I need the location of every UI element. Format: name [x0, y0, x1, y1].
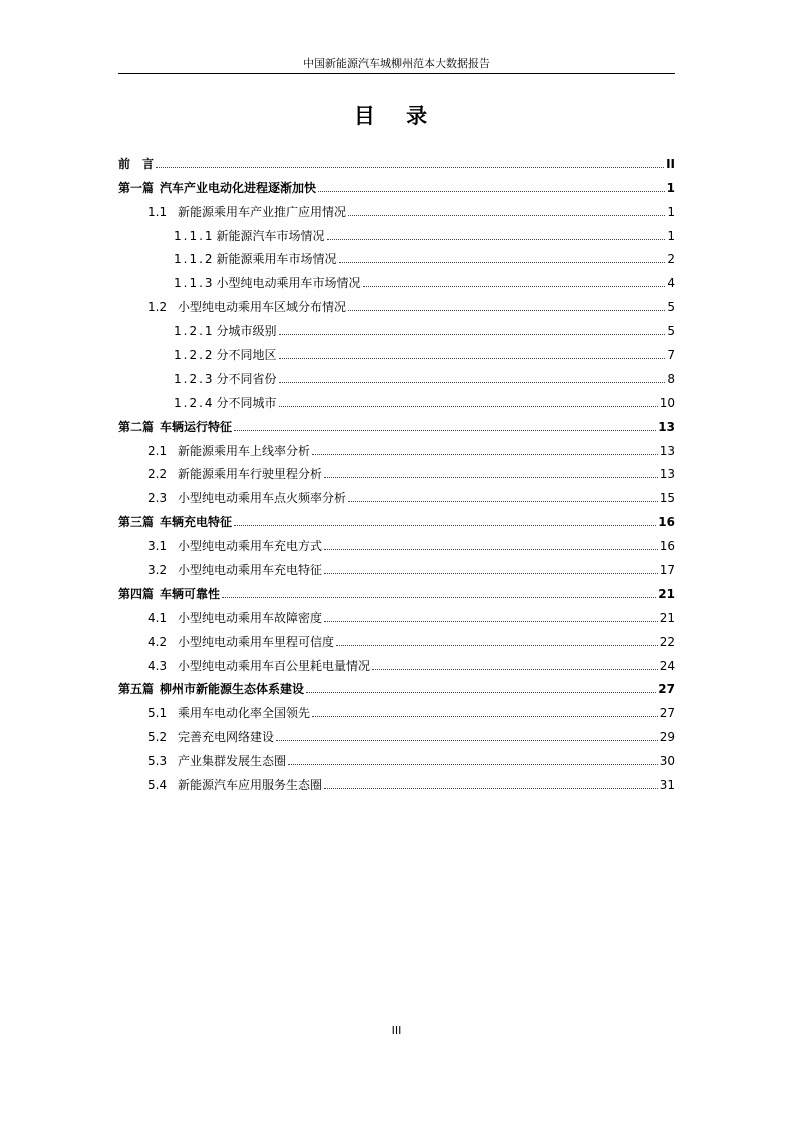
toc-entry-title: 新能源乘用车市场情况 [216, 252, 337, 267]
toc-title: 目 录 [353, 104, 440, 128]
toc-entry-number: 1.1.3 [174, 276, 215, 291]
toc-entry-label [174, 275, 361, 291]
toc-entry-number: 1.1 [148, 204, 168, 219]
toc-entry[interactable] [118, 482, 675, 506]
toc-entry-number: 第二篇 [118, 419, 155, 434]
toc-entry[interactable] [118, 267, 675, 291]
toc-entry-page: 1 [666, 180, 675, 195]
toc-leader-dots [348, 501, 658, 502]
toc-entry-label [148, 538, 322, 554]
toc-entry-number: 3.1 [148, 539, 168, 554]
toc-entry-number: 4.3 [148, 658, 168, 673]
toc-entry-title: 新能源乘用车产业推广应用情况 [178, 204, 347, 219]
toc-entry-title: 小型纯电动乘用车点火频率分析 [178, 491, 347, 506]
toc-entry[interactable] [118, 626, 675, 650]
toc-leader-dots [279, 358, 666, 359]
toc-entry-page: 8 [667, 371, 675, 386]
toc-entry-page: 13 [659, 467, 675, 482]
toc-entry[interactable] [118, 554, 675, 578]
toc-entry-title: 分不同地区 [216, 348, 277, 363]
toc-entry-page: 2 [667, 252, 675, 267]
toc-entry-page: 16 [658, 515, 675, 530]
header-rule [118, 73, 675, 74]
toc-entry[interactable] [118, 506, 675, 530]
toc-entry[interactable] [118, 148, 675, 172]
toc-entry[interactable] [118, 459, 675, 483]
toc-entry-number: 5.2 [148, 730, 168, 745]
toc-entry-label [148, 777, 322, 793]
toc-entry-number: 1.2.1 [174, 324, 215, 339]
toc-entry-page: 31 [659, 778, 675, 793]
toc-entry[interactable] [118, 435, 675, 459]
toc-entry-number: 第三篇 [118, 515, 155, 530]
toc-leader-dots [324, 477, 658, 478]
toc-entry-label [118, 514, 232, 530]
toc-entry[interactable] [118, 196, 675, 220]
toc-entry-page: 17 [659, 563, 675, 578]
toc-entry-title: 完善充电网络建设 [178, 730, 275, 745]
toc-entry-number: 5.4 [148, 778, 168, 793]
toc-leader-dots [318, 191, 665, 192]
toc-entry[interactable] [118, 674, 675, 698]
toc-leader-dots [156, 167, 664, 168]
toc-leader-dots [306, 692, 656, 693]
toc-entry[interactable] [118, 339, 675, 363]
toc-entry-page: 1 [667, 204, 675, 219]
toc-entry-page: 15 [659, 491, 675, 506]
toc-entry-title: 小型纯电动乘用车里程可信度 [178, 634, 335, 649]
toc-entry-title: 新能源汽车市场情况 [216, 228, 325, 243]
toc-entry-label [174, 228, 325, 244]
toc-entry-title: 小型纯电动乘用车市场情况 [216, 276, 361, 291]
toc-entry-page: 10 [659, 395, 675, 410]
toc-entry[interactable] [118, 220, 675, 244]
toc-entry-page: 21 [658, 586, 675, 601]
toc-entry-number: 2.3 [148, 491, 168, 506]
toc-entry-label [148, 610, 322, 626]
toc-leader-dots [234, 430, 656, 431]
toc-entry-title: 车辆可靠性 [160, 586, 221, 601]
toc-entry-label [148, 634, 334, 650]
toc-entry[interactable] [118, 650, 675, 674]
toc-leader-dots [279, 334, 666, 335]
toc-entry-label [148, 443, 310, 459]
toc-entry-title: 新能源乘用车行驶里程分析 [178, 467, 323, 482]
toc-entry-label [174, 395, 277, 411]
toc-entry-page: 5 [667, 300, 675, 315]
toc-entry-label [118, 681, 304, 697]
page-number: III [391, 1024, 402, 1037]
toc-entry-number: 第五篇 [118, 682, 155, 697]
toc-entry-label [148, 299, 346, 315]
toc-leader-dots [363, 286, 666, 287]
toc-entry-number: 5.3 [148, 754, 168, 769]
toc-leader-dots [372, 669, 658, 670]
toc-entry-title: 小型纯电动乘用车故障密度 [178, 610, 323, 625]
running-header: 中国新能源汽车城柳州范本大数据报告 [303, 57, 490, 70]
toc-entry-number: 5.1 [148, 706, 168, 721]
toc-entry-number: 3.2 [148, 563, 168, 578]
toc-entry[interactable] [118, 291, 675, 315]
toc-leader-dots [288, 764, 658, 765]
toc-entry[interactable] [118, 745, 675, 769]
toc-entry-page: 13 [659, 443, 675, 458]
toc-leader-dots [279, 382, 666, 383]
toc-entry-title: 柳州市新能源生态体系建设 [160, 682, 305, 697]
toc-leader-dots [348, 215, 665, 216]
toc-entry-label [148, 562, 322, 578]
toc-entry[interactable] [118, 387, 675, 411]
toc-leader-dots [348, 310, 665, 311]
toc-entry-title: 分不同省份 [216, 371, 277, 386]
toc-entry-number: 1.1.2 [174, 252, 215, 267]
toc-leader-dots [336, 645, 658, 646]
toc-entry-page: 4 [667, 276, 675, 291]
toc-entry-label [174, 323, 277, 339]
toc-leader-dots [339, 262, 666, 263]
toc-entry-title: 产业集群发展生态圈 [178, 754, 287, 769]
toc-leader-dots [279, 406, 658, 407]
toc-entry[interactable] [118, 721, 675, 745]
toc-entry-number: 1.1.1 [174, 228, 215, 243]
toc-entry-number: 1.2.3 [174, 371, 215, 386]
toc-entry-title: 车辆运行特征 [160, 419, 233, 434]
toc-leader-dots [324, 788, 658, 789]
toc-entry-number: 第一篇 [118, 180, 155, 195]
toc-entry-label [118, 156, 154, 172]
toc-leader-dots [324, 549, 658, 550]
toc-entry-page: 5 [667, 324, 675, 339]
toc-entry-page: 16 [659, 539, 675, 554]
toc-entry[interactable] [118, 769, 675, 793]
toc-entry-title: 新能源乘用车上线率分析 [178, 443, 311, 458]
toc-entry-page: 24 [659, 658, 675, 673]
toc-entry-page: II [666, 156, 675, 171]
toc-entry-label [148, 204, 346, 220]
toc-entry-label [148, 705, 310, 721]
toc-entry-number: 2.2 [148, 467, 168, 482]
toc-entry[interactable] [118, 244, 675, 268]
toc-entry-page: 27 [658, 682, 675, 697]
toc-entry-title: 小型纯电动乘用车百公里耗电量情况 [178, 658, 371, 673]
toc-entry-number: 4.2 [148, 634, 168, 649]
toc-leader-dots [324, 621, 658, 622]
toc-entry-label [148, 729, 274, 745]
toc-entry-page: 27 [659, 706, 675, 721]
toc-entry-number: 1.2 [148, 300, 168, 315]
toc-entry[interactable] [118, 172, 675, 196]
toc-entry-label [118, 419, 232, 435]
toc-entry-number: 2.1 [148, 443, 168, 458]
toc-leader-dots [324, 573, 658, 574]
toc-entry[interactable] [118, 315, 675, 339]
toc-entry-title: 小型纯电动乘用车区域分布情况 [178, 300, 347, 315]
toc-entry-number: 第四篇 [118, 586, 155, 601]
toc-entry-label [148, 658, 370, 674]
toc-entry-title: 小型纯电动乘用车充电方式 [178, 539, 323, 554]
toc-entry-label [118, 586, 220, 602]
toc-entry-label [118, 180, 316, 196]
toc-entry-number: 4.1 [148, 610, 168, 625]
toc-entry-title: 分城市级别 [216, 324, 277, 339]
table-of-contents [118, 148, 675, 793]
toc-entry-title: 分不同城市 [216, 395, 277, 410]
toc-entry[interactable] [118, 602, 675, 626]
toc-entry-title: 汽车产业电动化进程逐渐加快 [160, 180, 317, 195]
toc-entry[interactable] [118, 411, 675, 435]
toc-entry-title: 乘用车电动化率全国领先 [178, 706, 311, 721]
toc-entry-number: 1.2.4 [174, 395, 215, 410]
toc-entry-label [148, 753, 286, 769]
toc-leader-dots [327, 239, 666, 240]
toc-entry-label [174, 251, 337, 267]
toc-leader-dots [276, 740, 658, 741]
toc-entry-number: 1.2.2 [174, 348, 215, 363]
toc-entry-label [174, 347, 277, 363]
toc-entry-page: 22 [659, 634, 675, 649]
toc-entry-page: 13 [658, 419, 675, 434]
toc-entry[interactable] [118, 530, 675, 554]
toc-entry-page: 7 [667, 348, 675, 363]
toc-entry-number: 前 言 [118, 156, 155, 171]
toc-entry[interactable] [118, 697, 675, 721]
toc-entry-label [174, 371, 277, 387]
toc-entry-page: 21 [659, 610, 675, 625]
toc-entry-label [148, 490, 346, 506]
toc-entry-page: 29 [659, 730, 675, 745]
toc-leader-dots [234, 525, 656, 526]
toc-leader-dots [222, 597, 656, 598]
toc-entry[interactable] [118, 578, 675, 602]
toc-leader-dots [312, 454, 658, 455]
toc-entry-page: 1 [667, 228, 675, 243]
toc-entry-label [148, 466, 322, 482]
toc-entry-title: 车辆充电特征 [160, 515, 233, 530]
toc-entry-title: 小型纯电动乘用车充电特征 [178, 563, 323, 578]
toc-leader-dots [312, 716, 658, 717]
toc-entry-page: 30 [659, 754, 675, 769]
toc-entry[interactable] [118, 363, 675, 387]
toc-entry-title: 新能源汽车应用服务生态圈 [178, 778, 323, 793]
